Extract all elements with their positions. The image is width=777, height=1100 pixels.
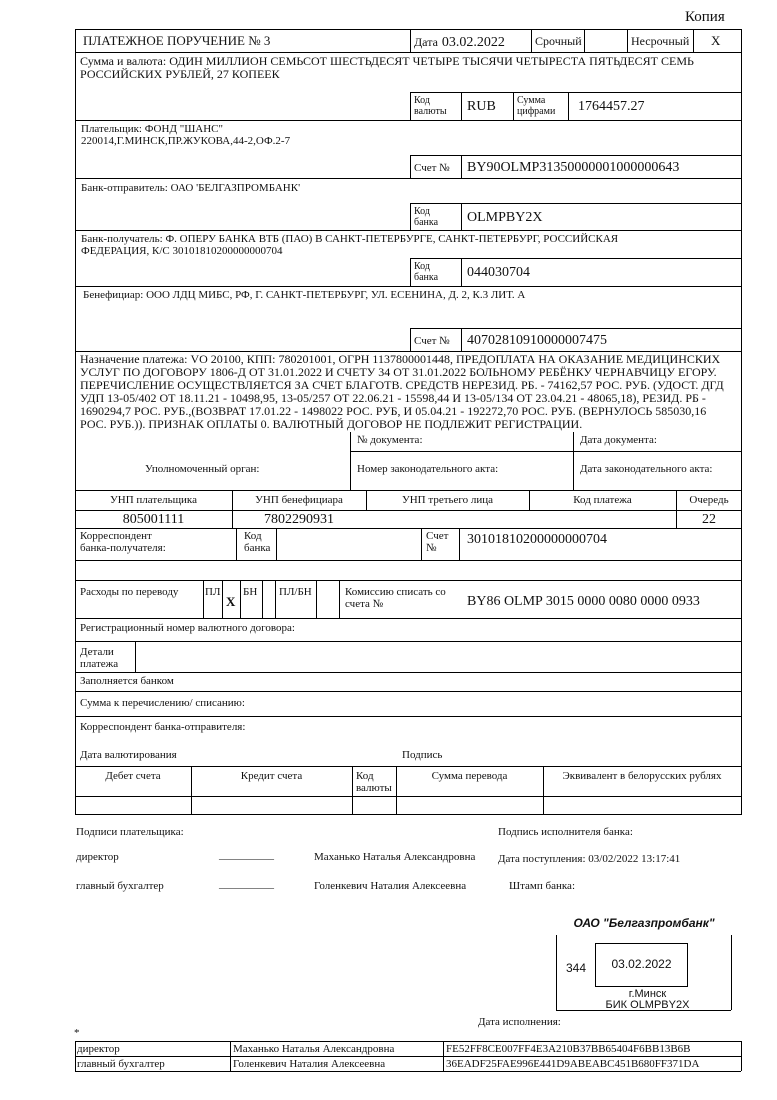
bank-currency-code-label: Код валюты [356,770,392,794]
payer-label: Плательщик: [81,123,142,135]
payment-purpose [80,353,740,431]
urgent-label: Срочный [535,34,582,48]
bank-signature-label: Подпись [402,749,443,761]
accountant-name: Голенкевич Наталия Алексеевна [314,880,467,892]
correspondent-code-label: Код банка [244,530,271,554]
signer-role: директор [77,1043,120,1055]
debit-account-label: Дебет счета [105,770,161,782]
director-signature-line: __________ [219,849,274,861]
signer-name: Голенкевич Наталия Алексеевна [233,1058,386,1070]
beneficiary-account-label: Счет № [414,335,450,347]
recipient-bank [81,233,731,257]
purpose-line: 1690294,7 РОС. РУБ.,(ВОЗВРАТ 17.01.22 - 1498022 РОС. РУБ, И 05.04.21 - 192272,70 РОС. РУБ. (ВЕРНУЛОСЬ 585030,16 [80,404,707,418]
payer-block [81,123,290,147]
bank-executor-signature-label: Подпись исполнителя банка: [498,826,633,838]
purpose-line: УДП 13-05/402 ОТ 18.11.21 - 10498,95, 13-05/257 ОТ 22.06.21 - 15598,44 И 13-05/134 ОТ 23.04.21 - 48065,18), РЕЗИД. РБ - [80,391,706,405]
director-label: директор [76,851,119,863]
amount-in-words [80,55,735,81]
amount-digits-label: Сумма цифрами [517,95,556,117]
purpose-line: РОС. РУБ.)). ПРИЗНАК ОПЛАТЫ 0. ВАЛЮТНЫЙ ДОГОВОР НЕ ПОДЛЕЖИТ РЕГИСТРАЦИИ. [80,417,583,431]
sender-bank-name: ОАО 'БЕЛГАЗПРОМБАНК' [170,182,301,194]
correspondent-account-label: Счет № [426,530,449,554]
authority-label: Уполномоченный орган: [145,463,260,475]
expenses-mark: X [226,594,236,609]
amount-words: ОДИН МИЛЛИОН СЕМЬСОТ ШЕСТЬДЕСЯТ ЧЕТЫРЕ ТЫСЯЧИ ЧЕТЫРЕСТА ПЯТЬДЕСЯТ СЕМЬ РОССИЙСКИХ РУБЛЕЙ, 27 КОПЕЕК [80,54,694,81]
payer-unp-label: УНП плательщика [109,494,197,506]
nonurgent-mark: X [711,33,721,48]
stamp-bic: БИК OLMPBY2X [605,999,690,1011]
beneficiary-unp-label: УНП бенефициара [255,494,343,506]
currency-code: RUB [467,99,496,114]
payment-code-label: Код платежа [573,494,632,506]
copy-label: Копия [685,9,725,25]
date-value: 03.02.2022 [441,35,505,50]
expenses-pl: ПЛ [205,586,221,598]
payer-unp: 805001111 [122,512,185,527]
expenses-bn: БН [243,586,258,598]
beneficiary-unp: 7802290931 [264,512,334,527]
payer-address: 220014,Г.МИНСК,ПР.ЖУКОВА,44-2,ОФ.2-7 [81,135,291,147]
page-title: ПЛАТЕЖНОЕ ПОРУЧЕНИЕ № 3 [83,33,271,48]
stamp-bank-name: ОАО "Белгазпромбанк" [573,916,715,930]
doc-date-label: Дата документа: [580,434,657,446]
signer-role: главный бухгалтер [77,1058,165,1070]
recipient-bank-label: Банк-получатель: [81,233,163,245]
amount-words-label: Сумма и валюта: [80,54,167,68]
amount-digits: 1764457.27 [578,99,645,114]
recipient-bank-code: 044030704 [467,265,530,280]
recipient-bank-text-2: ФЕДЕРАЦИЯ, К/С 30101810200000000704 [81,245,283,257]
date-label: Дата [414,35,438,49]
act-date-label: Дата законодательного акта: [580,463,713,475]
execution-date-label: Дата исполнения: [478,1016,561,1028]
accountant-signature-line: __________ [219,878,274,890]
correspondent-account: 30101810200000000704 [467,532,607,547]
act-number-label: Номер законодательного акта: [357,463,499,475]
payer-name: ФОНД "ШАНС" [144,123,224,135]
doc-number-label: № документа: [357,434,423,446]
beneficiary-account: 40702810910000007475 [467,333,607,348]
recipient-bank-code-label: Код банка [414,261,439,283]
expenses-label: Расходы по переводу [80,586,179,598]
beneficiary [83,289,525,301]
expenses-plbn: ПЛ/БН [279,586,312,598]
commission-label: Комиссию списать со счета № [345,586,446,610]
purpose-line: УСЛУГ ПО ДОГОВОРУ 1806-Д ОТ 31.01.2022 И СЧЕТУ 34 ОТ 31.01.2022 БОЛЬНОМУ РЕБЁНКУ ЧЕРНАВЧИЦУ ЕГОРУ. [80,365,717,379]
asterisk-note: * [74,1027,80,1039]
accountant-label: главный бухгалтер [76,880,164,892]
payment-details-label: Детали платежа [80,646,119,670]
sender-bank-code: OLMPBY2X [467,210,543,225]
recipient-bank-text: Ф. ОПЕРУ БАНКА ВТБ (ПАО) В САНКТ-ПЕТЕРБУРГЕ, САНКТ-ПЕТЕРБУРГ, РОССИЙСКАЯ [165,233,619,245]
payer-signatures-label: Подписи плательщика: [76,826,184,838]
bank-stamp-label: Штамп банка: [509,880,575,892]
bank-fill-label: Заполняется банком [80,675,174,687]
date-field [414,33,505,51]
purpose-line: ПЕРЕЧИСЛЕНИЕ ОСУЩЕСТВЛЯЕТСЯ ЗА СЧЕТ БЛАГОТВ. СРЕДСТВ НЕРЕЗИД. РБ. - 74162,57 РОС. РУБ. (УДОСТ. ДГД [80,378,724,392]
signer-name: Маханько Наталья Александровна [233,1043,395,1055]
queue-label: Очередь [689,494,729,506]
queue-value: 22 [702,512,716,527]
beneficiary-text: ООО ЛДЦ МИБС, РФ, Г. САНКТ-ПЕТЕРБУРГ, УЛ. ЕСЕНИНА, Д. 2, К.3 ЛИТ. А [146,289,526,301]
stamp-city: г.Минск [628,988,667,1000]
received-date: Дата поступления: 03/02/2022 13:17:41 [498,853,681,865]
sender-correspondent-label: Корреспондент банка-отправителя: [80,721,246,733]
signer-hash: 36EADF25FAE996E441D9ABEABC451B680FF371DA [446,1058,700,1070]
commission-account: BY86 OLMP 3015 0000 0080 0000 0933 [467,594,700,609]
sender-bank [81,182,300,194]
third-party-unp-label: УНП третьего лица [401,494,494,506]
valuation-date-label: Дата валютирования [80,749,177,761]
stamp-date: 03.02.2022 [611,957,672,971]
sender-bank-label: Банк-отправитель: [81,182,168,194]
currency-contract-reg-label: Регистрационный номер валютного договора: [80,622,295,634]
payer-account: BY90OLMP31350000001000000643 [467,160,680,175]
signer-hash: FE52FF8CE007FF4E3A210B37BB65404F6BB13B6B [446,1043,691,1055]
transfer-sum-bank-label: Сумма к перечислению/ списанию: [80,697,245,709]
credit-account-label: Кредит счета [240,770,303,782]
currency-code-label: Код валюты [414,95,447,117]
equivalent-label: Эквивалент в белорусских рублях [562,770,722,782]
beneficiary-label: Бенефициар: [83,289,144,301]
stamp-number: 344 [566,961,587,975]
nonurgent-label: Несрочный [631,34,690,48]
transfer-sum-label: Сумма перевода [431,770,508,782]
sender-bank-code-label: Код банка [414,206,439,228]
director-name: Маханько Наталья Александровна [314,851,476,863]
correspondent-label: Корреспондент банка-получателя: [80,530,166,554]
purpose-line: Назначение платежа: VO 20100, КПП: 780201001, ОГРН 1137800001448, ПРЕДОПЛАТА НА ОКАЗАНИЕ МЕДИЦИНСКИХ [80,352,721,366]
payer-account-label: Счет № [414,162,450,174]
